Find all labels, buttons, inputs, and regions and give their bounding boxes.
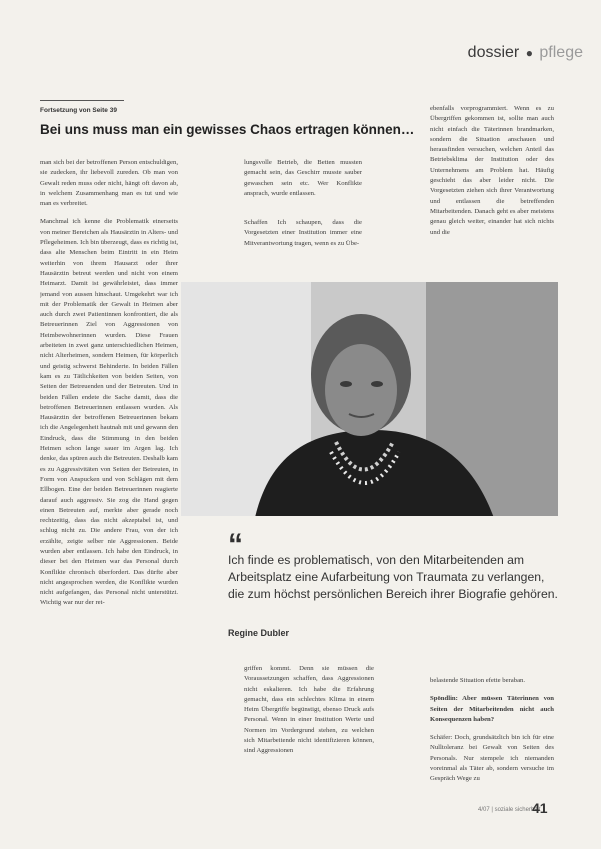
section-label: dossier (467, 44, 520, 61)
paragraph: belastende Situation efette beraban. (430, 677, 526, 684)
portrait-illustration (181, 282, 558, 540)
text-column-1 (40, 158, 178, 788)
section-separator: ● (525, 46, 533, 60)
kicker-rule (40, 100, 124, 101)
section-topic: pflege (539, 44, 583, 61)
section-header (468, 44, 583, 62)
issue-footer: 4/07 | soziale sicherheit (478, 807, 541, 813)
paragraph: man sich bei der betroffenen Person entschuldigen, sie zudecken, ihr liebevoll zureden. Ob man von Gewalt reden muss oder nicht, hängt oft davon ab, in welchem Zusammenhang man es tut und wie man es verbreitet. (40, 159, 178, 208)
quote-author: Regine Dubler (228, 628, 290, 638)
quote-mark: “ (228, 528, 243, 561)
interview-answer: Schäfer: Doch, grundsätzlich bin ich für eine Nulltoleranz bei Gewalt von Seiten des Personals. Nur stempele ich niemanden voreinmal als Täter ab, sondern versuche im Gespräch Wege zu (430, 734, 554, 783)
text-column-2-middle (244, 218, 362, 278)
page-number: 41 (532, 800, 548, 816)
continuation-kicker: Fortsetzung von Seite 39 (40, 107, 117, 114)
paragraph: ebenfalls vorprogrammiert. Wenn es zu Übergriffen gekommen ist, sollte man auch nicht einfach die Täterinnen brandmarken, sondern die Situation anschauen und herausfinden versuchen, welchen Anteil das Betriebsklima der Institution oder des Unternehmens am Problem hat. Häufig geschieht das aber leider nicht. Die Vorgesetzten ziehen sich ihrer Verantwortung und entlassen die betreffenden Mitarbeitenden. Danach geht es aber meistens genau gleich weiter, einander hat sich nichts und die (430, 105, 554, 236)
interview-question: Spöndlin: Aber müssen Täterinnen von Seiten der Mitarbeitenden nicht auch Konsequenzen haben? (430, 695, 554, 723)
paragraph: lungsvolle Betrieb, die Betten mussten gemacht sein, das Geschirr musste sauber gewaschen sein etc. Wer Konflikte ansprach, wurde entlassen. (244, 159, 362, 197)
paragraph: griffen kommt. Denn sie müssen die Voraussetzungen schaffen, dass Aggressionen nicht eskalieren. Ich habe die Erfahrung gemacht, dass ein schlechtes Klima in einem Heim Übergriffe begünstigt, ebenso Druck aufs Personal. Wenn in einer Institution Werte und Normen im Vordergrund stehen, zu welchen sich Mitarbeitende nicht identifizieren können, sind Aggressionen (244, 665, 374, 755)
text-column-2-bottom (244, 664, 374, 790)
text-column-3-top (430, 104, 554, 280)
text-column-3-bottom (430, 676, 554, 790)
paragraph: Manchmal ich kenne die Problematik einerseits von meiner Bereichen als Hausärztin in Alters- und Pflegeheimen. Ich bin überzeugt, dass es richtig ist, dass alte Menschen beim Eintritt in ein Heim weiterhin von ihrem Hausarzt oder ihrer Hausärztin betreut werden und nicht von einem Heimarzt. Damit ist gewährleistet, dass immer jemand von aussen hinschaut. Umgekehrt war ich mit der Problematik der Gewalt in Heimen aber auch durch zwei Patientinnen konfrontiert, die als Betreuerinnen Ziel von Aggressionen von Heimbewohnerinnen wurden. Diese Frauen arbeiteten in zwei ganz unterschiedlichen Heimen, nicht Alterheimen, sondern Heimen, für körperlich und geistig schwerst Behinderte. In beiden Fällen kam es zu Tätlichkeiten von beiden Seiten, von Seiten der Betreuenden und der Betreuten. Und in beiden Fällen endete die Sache damit, dass die betroffenen Betreuerinnen entlassen wurden. Als Hausärztin der betroffenen Betreuerinnen bekam ich die Angelegenheit hautnah mit und gewann den Eindruck, dass die Stimmung in den beiden Heimen schon lange sauer im Argen lag. Ich denke, das spüren auch die Betreuten. Deshalb kam es zu Aggressivitäten von Seiten der Betreuten, in Form von Anspucken und von Schlägen mit dem Ellbogen. Eine der beiden Betreuerinnen reagierte darauf auch aggressiv. Sie zog die Hand gegen einen Betreuten auf, merkte aber gerade noch rechtzeitig, dass das nicht akzeptabel ist, und schlug nicht zu. Die andere Frau, von der ich erzählte, zeigte selber nie Aggressionen. Beide wurden aber entlassen. Ich habe den Eindruck, in dieser bei den Heimen war das Personal durch Konflikte chronisch überfordert. Das dürfte aber nicht angesprochen werden, die Konflikte wurden nicht aufgefangen, das Personal nicht unterstützt. Wichtig war nur der ret- (40, 218, 178, 607)
portrait-photo (181, 282, 558, 540)
pull-quote: Ich finde es problematisch, von den Mitarbeitenden am Arbeitsplatz eine Aufarbeitung von Traumata zu verlangen, die zum höchst persönlichen Bereich ihrer Biografie gehören. (228, 553, 558, 601)
paragraph: Schaffen Ich schaupen, dass die Vorgesetzten einer Institution immer eine Mitverantwortung tragen, wenn es zu Übe- (244, 219, 362, 247)
article-headline: Bei uns muss man ein gewisses Chaos ertragen können… (40, 122, 415, 137)
